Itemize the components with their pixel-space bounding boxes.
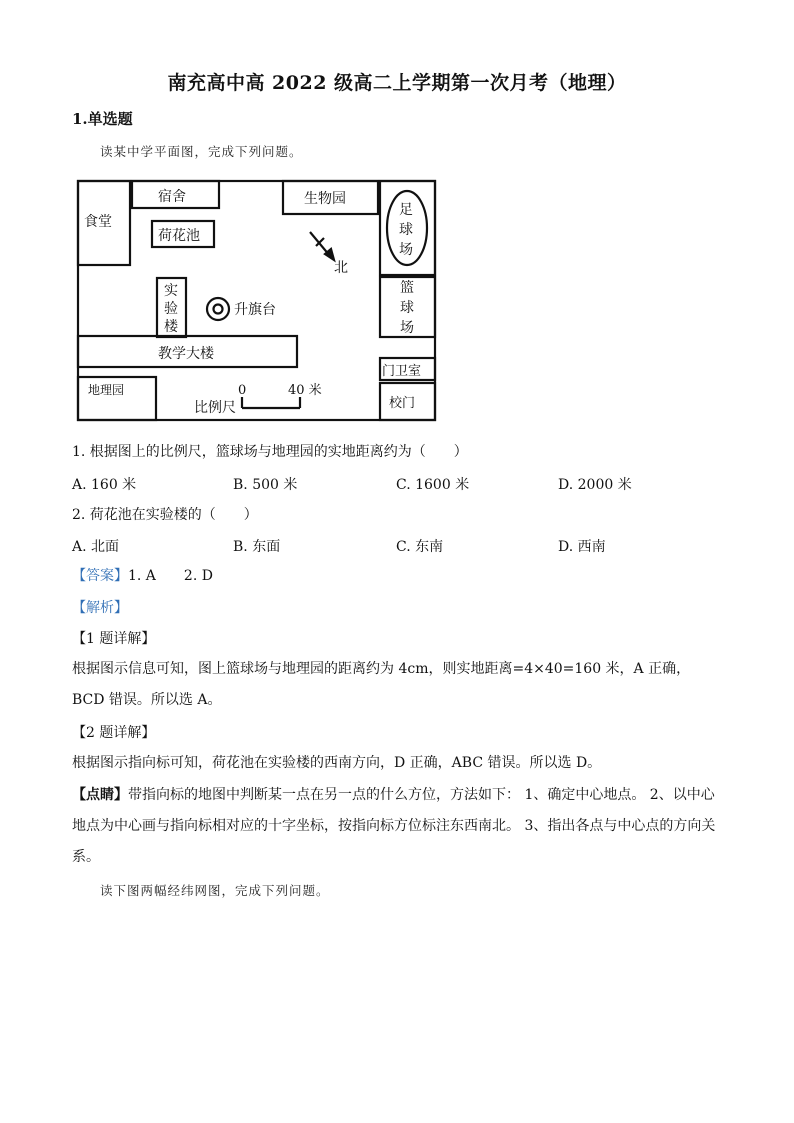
lab-label-2: 验 [164, 301, 178, 317]
teaching-building-label: 教学大楼 [158, 346, 214, 362]
q1-option-a: A. 160 米 [72, 477, 137, 493]
flag-platform-inner [214, 305, 223, 314]
q1-option-c: C. 1600 米 [396, 477, 470, 493]
section-heading: 1.单选题 [72, 110, 133, 128]
school-map [76, 178, 438, 424]
basketball-label-2: 球 [400, 300, 414, 316]
q1-option-d: D. 2000 米 [558, 477, 632, 493]
bio-garden-label: 生物园 [304, 191, 346, 207]
answer-label: 【答案】 [72, 568, 128, 584]
dormitory-label: 宿舍 [158, 189, 186, 205]
detail-1-label: 【1 题详解】 [72, 631, 156, 647]
north-label: 北 [334, 260, 348, 276]
q2-option-c: C. 东南 [396, 539, 444, 555]
basketball-label-3: 场 [400, 320, 414, 336]
answer-line [72, 566, 213, 586]
lotus-pond-label: 荷花池 [158, 228, 200, 244]
lab-label-1: 实 [164, 283, 178, 299]
question-2-stem: 2. 荷花池在实验楼的（ ） [72, 507, 258, 523]
flag-platform-label: 升旗台 [234, 302, 276, 318]
detail-2-text: 根据图示指向标可知，荷花池在实验楼的西南方向，D 正确，ABC 错误。所以选 D。 [72, 755, 602, 771]
q1-option-b: B. 500 米 [233, 477, 298, 493]
football-label-1: 足 [399, 202, 413, 218]
map-border [78, 181, 435, 420]
detail-2-label: 【2 题详解】 [72, 725, 156, 741]
scale-value: 40 米 [288, 383, 322, 398]
flag-platform-outer [207, 298, 229, 320]
football-label-3: 场 [399, 242, 413, 258]
geo-garden-label: 地理园 [88, 383, 125, 397]
tip-paragraph [72, 780, 722, 873]
question-1-stem: 1. 根据图上的比例尺，篮球场与地理园的实地距离约为（ ） [72, 444, 468, 460]
q2-option-d: D. 西南 [558, 539, 606, 555]
tip-text: 带指向标的地图中判断某一点在另一点的什么方位，方法如下： 1、确定中心地点。 2、以中心地点为中心画与指向标相对应的十字坐标，按指向标方位标注东西南北。 3、指出各点与中心点的方向关系。 [72, 787, 716, 865]
intro-text: 读某中学平面图，完成下列问题。 [100, 144, 303, 159]
detail-1-text: 根据图示信息可知，图上篮球场与地理园的距离约为 4cm，则实地距离=4×40=160 米，A 正确，BCD 错误。所以选 A。 [72, 661, 691, 708]
answer-text: 1. A 2. D [128, 568, 213, 584]
analysis-label: 【解析】 [72, 600, 128, 616]
football-label-2: 球 [399, 222, 413, 238]
q2-option-b: B. 东面 [233, 539, 281, 555]
lab-label-3: 楼 [164, 319, 178, 335]
canteen-label: 食堂 [84, 214, 112, 230]
intro-text-2: 读下图两幅经纬网图，完成下列问题。 [100, 883, 330, 898]
basketball-label-1: 篮 [400, 280, 414, 296]
scale-label: 比例尺 [194, 400, 236, 416]
school-gate-label: 校门 [389, 396, 416, 411]
page-title: 南充高中高 2022 级高二上学期第一次月考（地理） [167, 72, 627, 94]
tip-label: 【点睛】 [72, 787, 128, 803]
q2-option-a: A. 北面 [72, 539, 120, 555]
gate-guard-label: 门卫室 [382, 364, 422, 379]
scale-zero: 0 [238, 383, 247, 398]
